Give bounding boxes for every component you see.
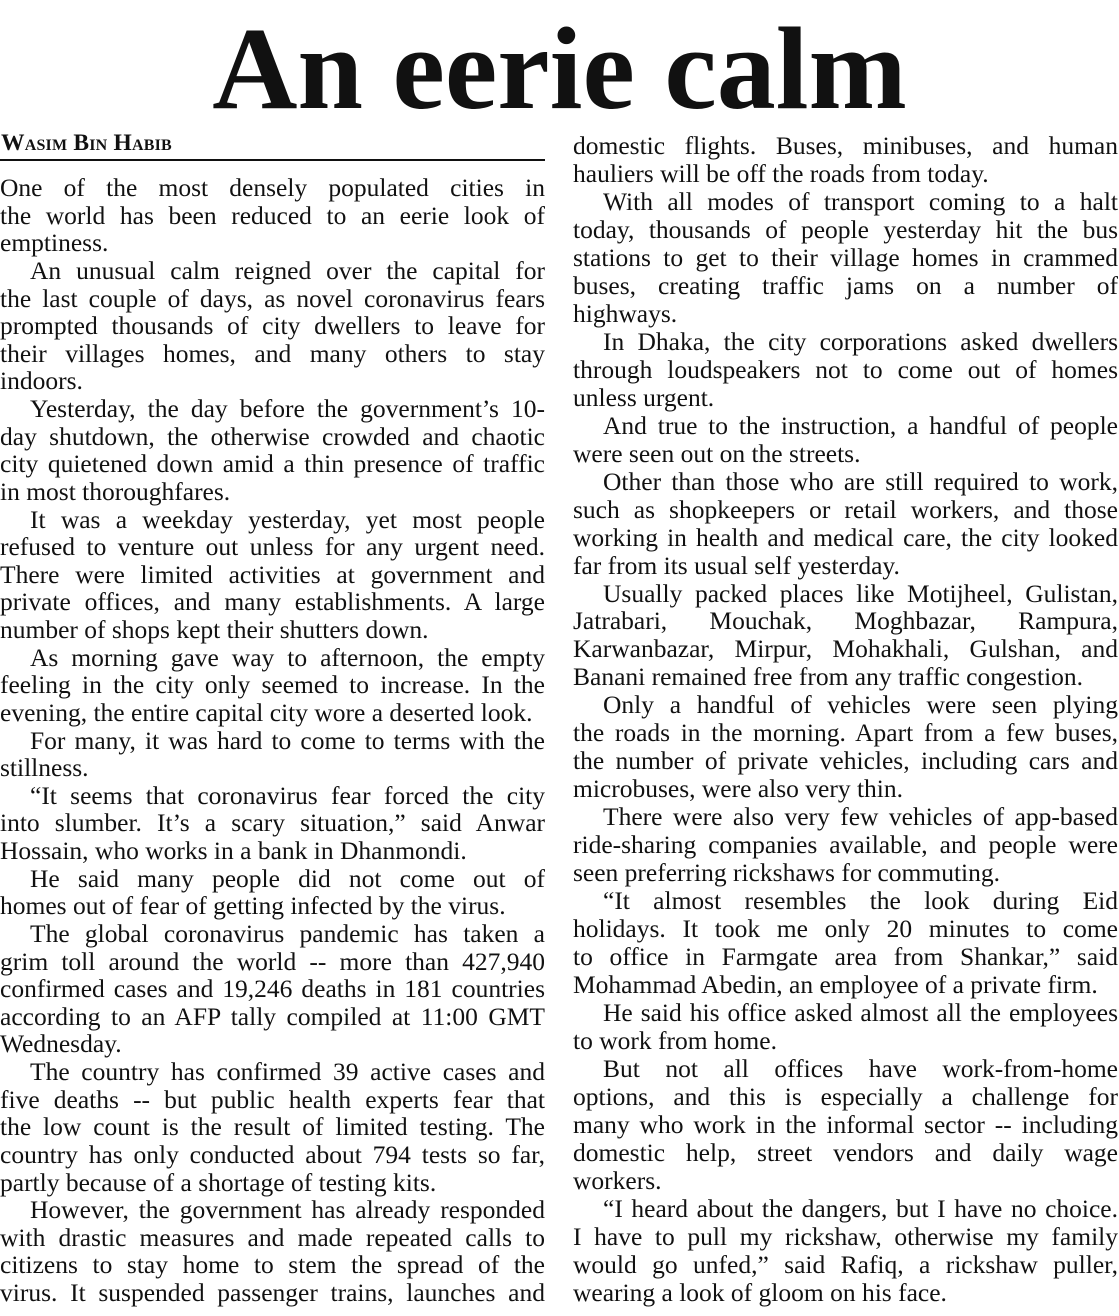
article-paragraph [573, 132, 1118, 188]
article-line: As morning gave way to afternoon, the empty [30, 642, 545, 672]
article-line: hauliers will be off the roads from today. [573, 158, 989, 188]
article-line: “I heard about the dangers, but I have no choice. [603, 1193, 1118, 1223]
article-line: working in health and medical care, the city looked [573, 522, 1118, 552]
article-paragraph [573, 412, 1118, 468]
article-line: five deaths -- but public health experts fear that [0, 1084, 545, 1114]
article-line: today, thousands of people yesterday hit the bus [573, 214, 1118, 244]
article-line: He said many people did not come out of [30, 863, 545, 893]
article-line: And true to the instruction, a handful of people [603, 410, 1118, 440]
article-headline: An eerie calm [212, 3, 907, 134]
article-line: emptiness. [0, 228, 109, 258]
article-paragraph [573, 188, 1118, 328]
article-line: many who work in the informal sector -- including [573, 1109, 1118, 1139]
article-line: through loudspeakers not to come out of homes [573, 354, 1118, 384]
article-line: with drastic measures and made repeated calls to [0, 1222, 545, 1252]
article-paragraph [0, 506, 545, 644]
article-line: their villages homes, and many others to stay [0, 338, 545, 368]
article-line: holidays. It took me only 20 minutes to come [573, 914, 1118, 944]
article-line: Usually packed places like Motijheel, Gulistan, [603, 578, 1118, 608]
article-line: One of the most densely populated cities in [0, 173, 545, 202]
article-line: the roads in the morning. Apart from a few buses, [573, 718, 1118, 748]
article-line: citizens to stay home to stem the spread of the [0, 1250, 545, 1280]
article-line: prompted thousands of city dwellers to leave for [0, 311, 545, 341]
article-line: It was a weekday yesterday, yet most people [30, 504, 545, 534]
article-line: private offices, and many establishments. A large [0, 587, 545, 617]
article-line: Other than those who are still required to work, [603, 466, 1118, 496]
article-paragraph [0, 1196, 545, 1307]
article-line: microbuses, were also very thin. [573, 774, 903, 804]
article-line: For many, it was hard to come to terms with the [30, 725, 545, 755]
article-line: day shutdown, the otherwise crowded and chaotic [0, 421, 545, 451]
article-line: into slumber. It’s a scary situation,” said Anwar [0, 808, 545, 838]
article-paragraph [0, 1058, 545, 1196]
article-line: domestic help, street vendors and daily wage [573, 1137, 1118, 1167]
article-line: ride-sharing companies available, and people were [573, 830, 1118, 860]
article-paragraph [0, 782, 545, 865]
article-line: The country has confirmed 39 active cases and [30, 1057, 545, 1086]
article-line: There were limited activities at government and [0, 559, 545, 589]
article-line: Mohammad Abedin, an employee of a private firm. [573, 970, 1098, 1000]
article-line: the low count is the result of limited testing. The [0, 1112, 545, 1142]
article-line: workers. [573, 1165, 662, 1195]
article-column-left [0, 174, 545, 1307]
article-byline: Wasim Bin Habib [1, 130, 172, 156]
article-paragraph [573, 999, 1118, 1055]
article-line: number of shops kept their shutters down. [0, 615, 429, 644]
article-line: seen preferring rickshaws for commuting. [573, 858, 1000, 888]
article-line: domestic flights. Buses, minibuses, and human [573, 131, 1118, 160]
article-line: the number of private vehicles, including cars and [573, 746, 1118, 776]
article-line: Jatrabari, Mouchak, Moghbazar, Rampura, [573, 606, 1118, 636]
article-line: in most thoroughfares. [0, 476, 231, 506]
article-line: far from its usual self yesterday. [573, 550, 900, 580]
article-line: Karwanbazar, Mirpur, Mohakhali, Gulshan, and [573, 634, 1118, 664]
article-line: wearing a look of gloom on his face. [573, 1277, 947, 1307]
article-paragraph [573, 887, 1118, 999]
article-line: would go unfed,” said Rafiq, a rickshaw puller, [573, 1249, 1118, 1279]
byline-rule [0, 159, 545, 161]
article-line: stations to get to their village homes in crammed [573, 242, 1118, 272]
article-column-right [573, 132, 1118, 1307]
article-line: according to an AFP tally compiled at 11:00 GMT [0, 1001, 545, 1031]
article-line: The global coronavirus pandemic has taken a [30, 918, 545, 948]
article-line: “It seems that coronavirus fear forced the city [30, 780, 545, 810]
article-line: virus. It suspended passenger trains, launches and [0, 1278, 545, 1307]
article-line: In Dhaka, the city corporations asked dwellers [603, 326, 1118, 356]
article-line: confirmed cases and 19,246 deaths in 181 countries [0, 974, 545, 1004]
article-line: homes out of fear of getting infected by the virus. [0, 891, 506, 921]
article-line: However, the government has already responded [30, 1195, 545, 1225]
article-line: the world has been reduced to an eerie look of [0, 200, 545, 230]
article-line: Hossain, who works in a bank in Dhanmondi. [0, 836, 467, 865]
article-paragraph [573, 468, 1118, 580]
article-paragraph [0, 395, 545, 506]
article-paragraph [573, 328, 1118, 412]
article-line: indoors. [0, 366, 83, 396]
article-paragraph [0, 257, 545, 395]
article-line: country has only conducted about 794 tests so far, [0, 1139, 545, 1169]
article-line: He said his office asked almost all the employees [603, 998, 1118, 1028]
article-line: Yesterday, the day before the government’s 10- [30, 394, 545, 423]
article-line: highways. [573, 298, 678, 328]
article-line: stillness. [0, 753, 89, 783]
article-line: evening, the entire capital city wore a deserted look. [0, 697, 533, 727]
article-line: to work from home. [573, 1026, 777, 1055]
article-paragraph [573, 1055, 1118, 1195]
article-line: An unusual calm reigned over the capital for [30, 255, 545, 285]
article-paragraph [573, 1195, 1118, 1307]
article-paragraph [573, 803, 1118, 887]
article-paragraph [0, 920, 545, 1058]
article-line: Banani remained free from any traffic congestion. [573, 662, 1084, 692]
article-paragraph [573, 691, 1118, 803]
article-line: feeling in the city only seemed to increase. In the [0, 670, 545, 700]
article-line: “It almost resembles the look during Eid [603, 886, 1118, 916]
article-line: I have to pull my rickshaw, otherwise my family [573, 1221, 1118, 1251]
article-paragraph [0, 174, 545, 257]
article-line: to office in Farmgate area from Shankar,” said [573, 942, 1118, 972]
article-line: refused to venture out unless for any urgent need. [0, 532, 545, 562]
article-paragraph [573, 580, 1118, 692]
article-line: There were also very few vehicles of app-based [603, 802, 1118, 832]
article-line: With all modes of transport coming to a halt [603, 186, 1118, 216]
article-line: grim toll around the world -- more than 427,940 [0, 946, 545, 976]
article-paragraph [0, 727, 545, 782]
article-line: city quietened down amid a thin presence of traffic [0, 449, 545, 479]
article-line: buses, creating traffic jams on a number of [573, 270, 1118, 300]
article-line: Only a handful of vehicles were seen plying [603, 690, 1118, 720]
article-line: options, and this is especially a challenge for [573, 1081, 1118, 1111]
article-line: such as shopkeepers or retail workers, and those [573, 494, 1118, 524]
article-line: were seen out on the streets. [573, 438, 861, 468]
article-line: the last couple of days, as novel coronavirus fears [0, 283, 545, 313]
article-line: unless urgent. [573, 382, 715, 412]
article-line: partly because of a shortage of testing kits. [0, 1167, 437, 1197]
article-paragraph [0, 644, 545, 727]
article-paragraph [0, 865, 545, 920]
article-line: Wednesday. [0, 1029, 122, 1059]
article-line: But not all offices have work-from-home [603, 1053, 1118, 1083]
